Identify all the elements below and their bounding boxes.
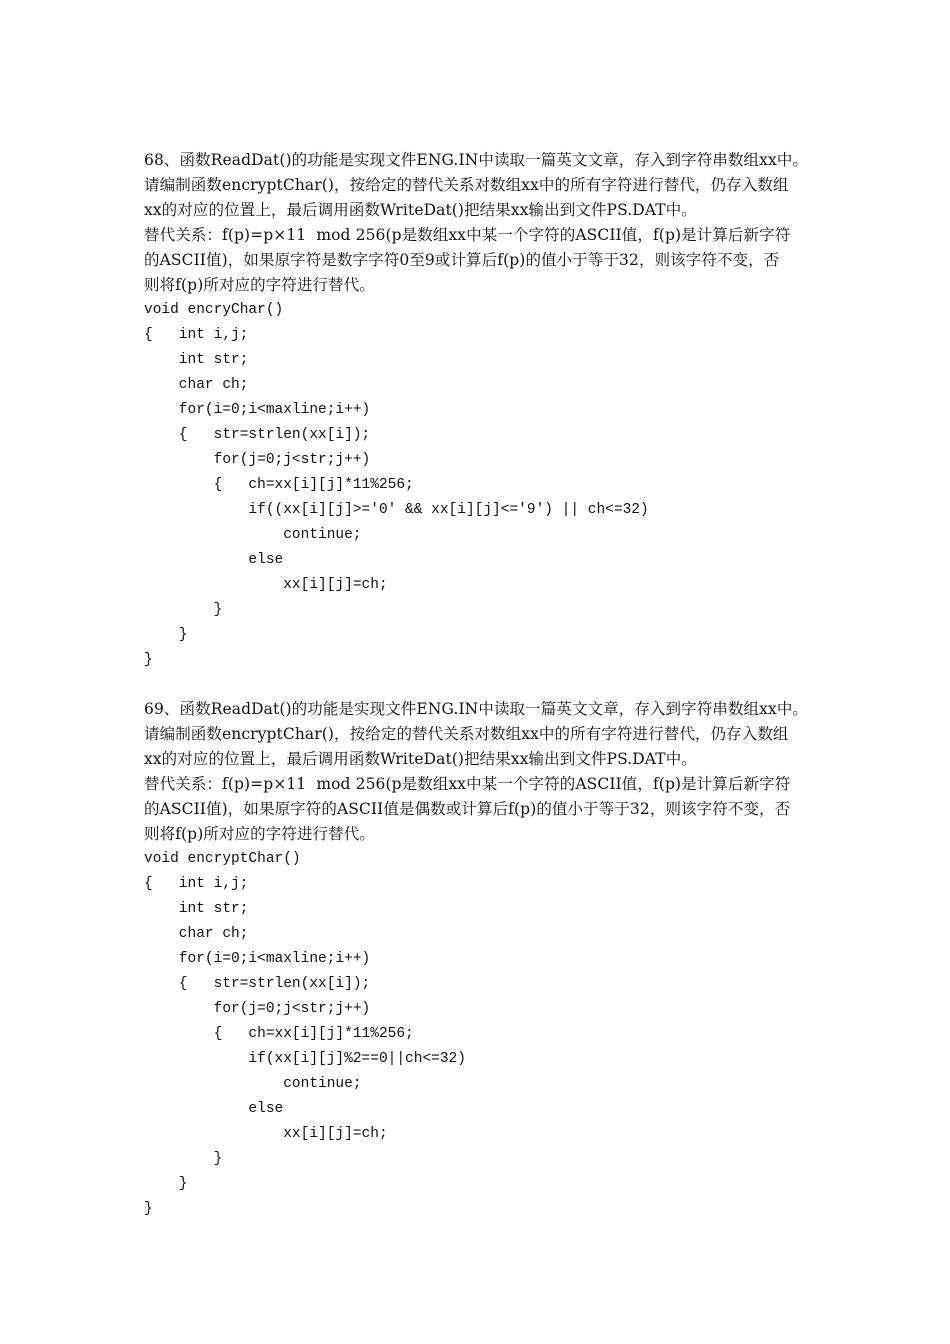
- problem-text-line: 68、函数ReadDat()的功能是实现文件ENG.IN中读取一篇英文文章，存入到字符串数组xx中。: [144, 151, 809, 169]
- code-line: for(j=0;j<str;j++): [144, 1001, 371, 1017]
- problem-text-line: 69、函数ReadDat()的功能是实现文件ENG.IN中读取一篇英文文章，存入到字符串数组xx中。: [144, 700, 809, 718]
- code-line: void encryptChar(): [144, 851, 301, 867]
- code-line: { int i,j;: [144, 327, 249, 343]
- code-line: }: [144, 627, 188, 643]
- code-line: { ch=xx[i][j]*11%256;: [144, 1026, 414, 1042]
- code-line: xx[i][j]=ch;: [144, 577, 388, 593]
- code-line: continue;: [144, 1076, 362, 1092]
- code-line: xx[i][j]=ch;: [144, 1126, 388, 1142]
- code-line: }: [144, 1151, 223, 1167]
- code-line: int str;: [144, 901, 249, 917]
- code-line: continue;: [144, 527, 362, 543]
- problem-68: [144, 148, 814, 673]
- document-page: [144, 148, 814, 1222]
- problem-text-line: xx的对应的位置上，最后调用函数WriteDat()把结果xx输出到文件PS.DAT中。: [144, 750, 697, 768]
- code-line: for(j=0;j<str;j++): [144, 452, 371, 468]
- code-line: int str;: [144, 352, 249, 368]
- code-line: { int i,j;: [144, 876, 249, 892]
- problem-text-line: xx的对应的位置上，最后调用函数WriteDat()把结果xx输出到文件PS.DAT中。: [144, 201, 697, 219]
- code-line: }: [144, 602, 223, 618]
- code-line: for(i=0;i<maxline;i++): [144, 951, 371, 967]
- code-line: char ch;: [144, 926, 249, 942]
- code-line: { str=strlen(xx[i]);: [144, 976, 371, 992]
- code-line: { str=strlen(xx[i]);: [144, 427, 371, 443]
- problem-text-line: 的ASCII值)，如果原字符的ASCII值是偶数或计算后f(p)的值小于等于32，则该字符不变，否: [144, 800, 791, 818]
- code-line: else: [144, 1101, 284, 1117]
- code-line: }: [144, 1201, 153, 1217]
- problem-text-line: 请编制函数encryptChar()，按给定的替代关系对数组xx中的所有字符进行替代，仍存入数组: [144, 725, 789, 743]
- problem-69: [144, 697, 814, 1222]
- problem-text-line: 请编制函数encryptChar()，按给定的替代关系对数组xx中的所有字符进行替代，仍存入数组: [144, 176, 789, 194]
- problem-text-line: 则将f(p)所对应的字符进行替代。: [144, 276, 375, 294]
- code-line: }: [144, 1176, 188, 1192]
- problem-text-line: 替代关系：f(p)=p×11 mod 256(p是数组xx中某一个字符的ASCII值，f(p)是计算后新字符: [144, 226, 791, 244]
- problem-text-line: 替代关系：f(p)=p×11 mod 256(p是数组xx中某一个字符的ASCII值，f(p)是计算后新字符: [144, 775, 791, 793]
- code-line: void encryChar(): [144, 302, 284, 318]
- code-line: { ch=xx[i][j]*11%256;: [144, 477, 414, 493]
- code-line: else: [144, 552, 284, 568]
- code-line: if((xx[i][j]>='0' && xx[i][j]<='9') || ch<=32): [144, 502, 649, 518]
- code-line: for(i=0;i<maxline;i++): [144, 402, 371, 418]
- problem-text-line: 的ASCII值)，如果原字符是数字字符0至9或计算后f(p)的值小于等于32，则该字符不变，否: [144, 251, 780, 269]
- code-line: if(xx[i][j]%2==0||ch<=32): [144, 1051, 466, 1067]
- code-line: char ch;: [144, 377, 249, 393]
- code-line: }: [144, 652, 153, 668]
- problem-text-line: 则将f(p)所对应的字符进行替代。: [144, 825, 375, 843]
